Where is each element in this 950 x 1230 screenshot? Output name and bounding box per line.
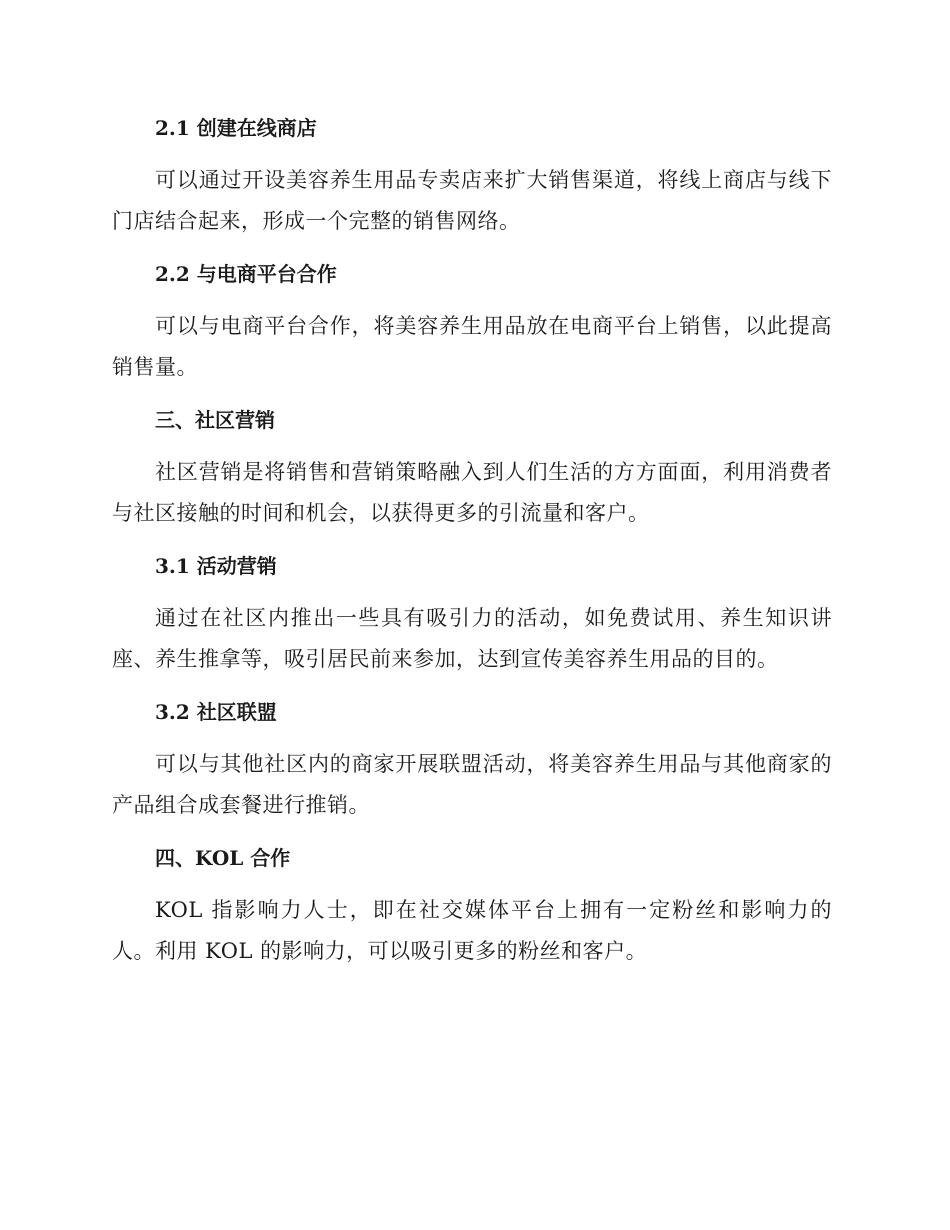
section-heading-2-1: 2.1 创建在线商店 xyxy=(155,116,317,140)
section-heading-4: 四、KOL 合作 xyxy=(155,846,291,870)
paragraph-online-store: 可以通过开设美容养生用品专卖店来扩大销售渠道，将线上商店与线下门店结合起来，形成一个完整的销售网络。 xyxy=(112,168,832,233)
paragraph-community-marketing: 社区营销是将销售和营销策略融入到人们生活的方方面面，利用消费者与社区接触的时间和机会，以获得更多的引流量和客户。 xyxy=(112,460,832,525)
document-body xyxy=(112,108,832,984)
section-heading-3-2: 3.2 社区联盟 xyxy=(155,700,277,724)
section-heading-3-1: 3.1 活动营销 xyxy=(155,554,277,578)
paragraph-ecommerce: 可以与电商平台合作，将美容养生用品放在电商平台上销售，以此提高销售量。 xyxy=(112,314,832,379)
paragraph-event-marketing: 通过在社区内推出一些具有吸引力的活动，如免费试用、养生知识讲座、养生推拿等，吸引居民前来参加，达到宣传美容养生用品的目的。 xyxy=(112,606,832,671)
section-heading-3: 三、社区营销 xyxy=(155,408,275,432)
section-heading-2-2: 2.2 与电商平台合作 xyxy=(155,262,337,286)
paragraph-community-alliance: 可以与其他社区内的商家开展联盟活动，将美容养生用品与其他商家的产品组合成套餐进行推销。 xyxy=(112,752,832,817)
paragraph-kol: KOL 指影响力人士，即在社交媒体平台上拥有一定粉丝和影响力的人。利用 KOL 的影响力，可以吸引更多的粉丝和客户。 xyxy=(112,898,832,963)
